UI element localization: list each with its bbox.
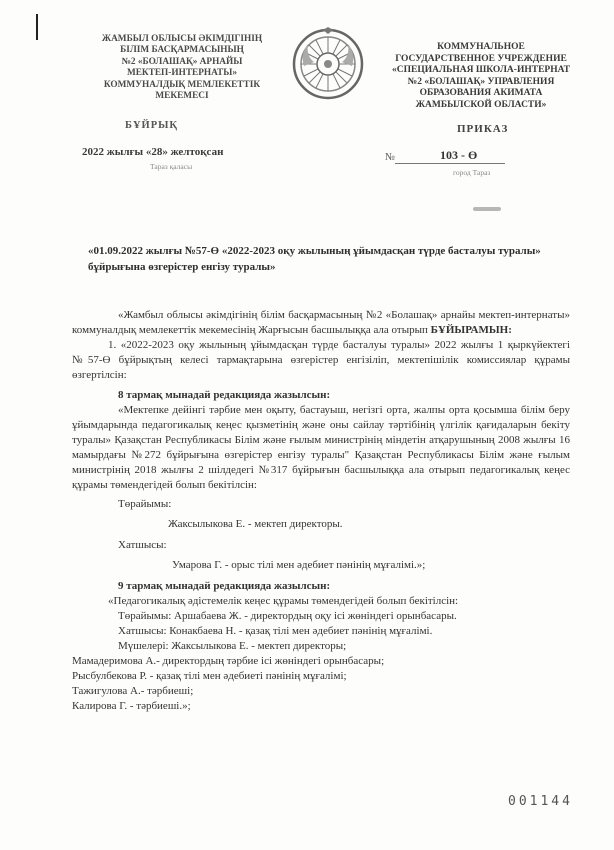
- header-left-line: ЖАМБЫЛ ОБЛЫСЫ ӘКІМДІГІНІҢ: [101, 34, 263, 44]
- member-line: Рысбулбекова Р. - қазақ тілі мен әдебиеті пәнінің мұғалімі;: [72, 670, 347, 682]
- document-body: [72, 308, 570, 714]
- document-title: «01.09.2022 жылғы №57-Ө «2022-2023 оқу жылының ұйымдасқан түрде басталуы туралы» бұйрығына өзгерістер енгізу туралы»: [88, 245, 541, 273]
- header-right-line: «СПЕЦИАЛЬНАЯ ШКОЛА-ИНТЕРНАТ: [392, 65, 570, 76]
- number-underline: [395, 163, 505, 164]
- ink-smudge: [473, 207, 501, 211]
- intro-text: «Жамбыл облысы әкімдігінің білім басқармасының №2 «Болашақ» арнайы мектеп-интернаты» коммуналдық мемлекеттік мекемесінің Жарғысын басшылыққа ала отырып: [72, 309, 570, 336]
- secretary-name: Умарова Г. - орыс тілі мен әдебиет пәнінің мұғалімі.»;: [172, 559, 426, 571]
- section-8-text: «Мектепке дейінгі тәрбие мен оқыту, бастауыш, негізгі орта, жалпы орта қосымша білім беру ұйымдарында педагогикалық кеңес қызметінің және оны сайлау тәртібінің үлгілік қағидаларын бекіту туралы» Қазақстан Республикасы Білім және ғылым министрінің міндетін атқарушының 2008 жылғы 16 мамырдағы №272 бұйрығына өзгерістер енгізу туралы" Қазақстан Республикасы Білім және ғылым министрінің 2018 жылғы 2 шілдедегі №317 бұйрығын басшылыққа ала отырып педагогикалық кеңес құрамы төмендегідей болып бекітілсін:: [72, 404, 570, 491]
- member-line: Тажигулова А.- тәрбиеші;: [72, 685, 194, 697]
- chair-label: Төрайымы:: [118, 498, 172, 510]
- kazakhstan-emblem-icon: [290, 26, 366, 102]
- header-left-line: МЕКТЕП-ИНТЕРНАТЫ»: [126, 68, 238, 79]
- header-left-line: КОММУНАЛДЫҚ МЕМЛЕКЕТТІК: [103, 79, 261, 90]
- item-1: 1. «2022-2023 оқу жылының ұйымдасқан түрде басталуы туралы» 2022 жылғы 1 қыркүйектегі №57-Ө бұйрықтың келесі тармақтарына өзгерістер енгізіліп, мектепішілік комиссиялар құрамы өзгертілсін:: [72, 339, 570, 381]
- member-line: Мүшелері: Жаксылыкова Е. - мектеп директоры;: [118, 640, 347, 652]
- serial-number: 001144: [508, 794, 573, 809]
- header-left-line: МЕКЕМЕСІ: [155, 91, 209, 102]
- member-line: Мамадеримова А.- директордың тәрбие ісі жөніндегі орынбасары;: [72, 655, 385, 667]
- intro-paragraph: [72, 308, 570, 338]
- order-number: 103 - Ө: [440, 148, 478, 162]
- member-line: Хатшысы: Конакбаева Н. - қазақ тілі мен әдебиет пәнінің мұғалімі.: [118, 625, 433, 637]
- number-prefix: №: [385, 152, 396, 163]
- header-right-line: ГОСУДАРСТВЕННОЕ УЧРЕЖДЕНИЕ: [395, 53, 567, 64]
- doc-word-kz: БҰЙРЫҚ: [125, 120, 179, 131]
- header-left-line: №2 «БОЛАШАҚ» АРНАЙЫ: [121, 56, 243, 67]
- order-word: БҰЙЫРАМЫН:: [430, 324, 512, 336]
- header-right-ru: [370, 42, 592, 112]
- section-9-text: «Педагогикалық әдістемелік кеңес құрамы төмендегідей болып бекітілсін:: [108, 595, 459, 607]
- header-right-line: №2 «БОЛАШАҚ» УПРАВЛЕНИЯ: [407, 76, 555, 87]
- city-ru: город Тараз: [453, 168, 491, 177]
- header-right-line: ОБРАЗОВАНИЯ АКИМАТА: [419, 88, 543, 99]
- margin-mark: [36, 14, 38, 40]
- city-kz: Тараз қаласы: [150, 162, 193, 171]
- header-left-kz: [82, 34, 282, 102]
- doc-word-ru: ПРИКАЗ: [457, 123, 509, 135]
- member-line: Калирова Г. - тәрбиеші.»;: [72, 700, 191, 712]
- section-8-heading: 8 тармақ мынадай редакцияда жазылсын:: [118, 389, 331, 401]
- section-9-heading: 9 тармақ мынадай редакцияда жазылсын:: [118, 580, 331, 592]
- secretary-label: Хатшысы:: [118, 539, 167, 551]
- chair-name: Жаксылыкова Е. - мектеп директоры.: [168, 518, 343, 530]
- header-right-line: КОММУНАЛЬНОЕ: [437, 42, 525, 52]
- member-line: Төрайымы: Аршабаева Ж. - директордың оқу ісі жөніндегі орынбасары.: [118, 610, 457, 622]
- order-date: 2022 жылғы «28» желтоқсан: [82, 146, 224, 158]
- header-right-line: ЖАМБЫЛСКОЙ ОБЛАСТИ»: [415, 99, 547, 110]
- header-left-line: БІЛІМ БАСҚАРМАСЫНЫҢ: [120, 45, 244, 56]
